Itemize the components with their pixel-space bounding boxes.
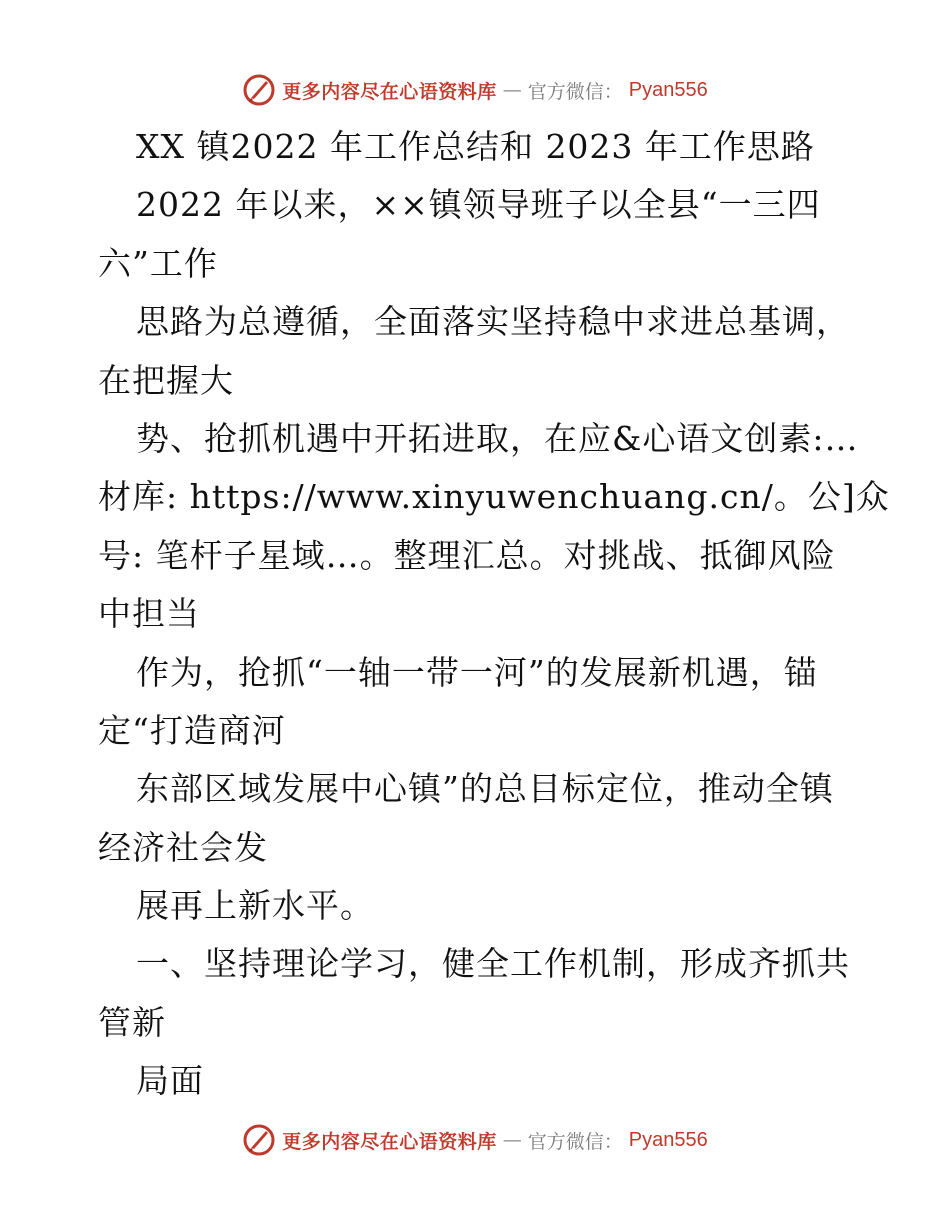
text-line: 2022 年以来，××镇领导班子以全县“一三四	[136, 185, 821, 225]
document-body	[98, 118, 890, 1111]
banner-wechat-id: Pyan556	[628, 78, 708, 101]
header-banner-content	[242, 73, 708, 107]
text-line: XX 镇2022 年工作总结和 2023 年工作思路	[136, 127, 815, 166]
text-line: 东部区域发展中心镇”的总目标定位，推动全镇	[136, 769, 834, 809]
text-line: 材库: https://www.xinyuwenchuang.cn/。公]众	[98, 477, 890, 517]
text-line: 势、抢抓机遇中开拓进取，在应&心语文创素:…	[136, 418, 859, 458]
header-banner	[0, 70, 950, 110]
text-line: 展再上新水平。	[136, 886, 374, 926]
banner-slogan: 更多内容尽在心语资料库	[282, 80, 497, 103]
text-line: 作为，抢抓“一轴一带一河”的发展新机遇，锚	[136, 652, 818, 692]
banner-separator: —	[502, 79, 522, 101]
footer-banner-content	[242, 1123, 708, 1157]
text-line: 思路为总遵循，全面落实坚持稳中求进总基调，	[136, 302, 850, 342]
text-line: 号: 笔杆子星域…。整理汇总。对挑战、抵御风险	[98, 535, 836, 575]
banner-separator: —	[502, 1129, 522, 1151]
banner-wechat-label: 官方微信：	[527, 80, 623, 103]
banner-wechat-id: Pyan556	[628, 1128, 708, 1151]
text-line: 定“打造商河	[98, 710, 286, 750]
text-line: 中担当	[98, 594, 200, 634]
text-line: 一、坚持理论学习，健全工作机制，形成齐抓共	[136, 944, 850, 984]
text-line: 六”工作	[98, 243, 218, 283]
text-line: 局面	[136, 1061, 204, 1101]
quill-logo-icon	[242, 73, 276, 107]
text-line: 管新	[98, 1002, 166, 1042]
text-line: 在把握大	[98, 360, 234, 400]
text-line: 经济社会发	[98, 827, 268, 867]
quill-logo-icon	[242, 1123, 276, 1157]
banner-wechat-label: 官方微信：	[527, 1130, 623, 1153]
banner-slogan: 更多内容尽在心语资料库	[282, 1130, 497, 1153]
footer-banner	[0, 1120, 950, 1160]
